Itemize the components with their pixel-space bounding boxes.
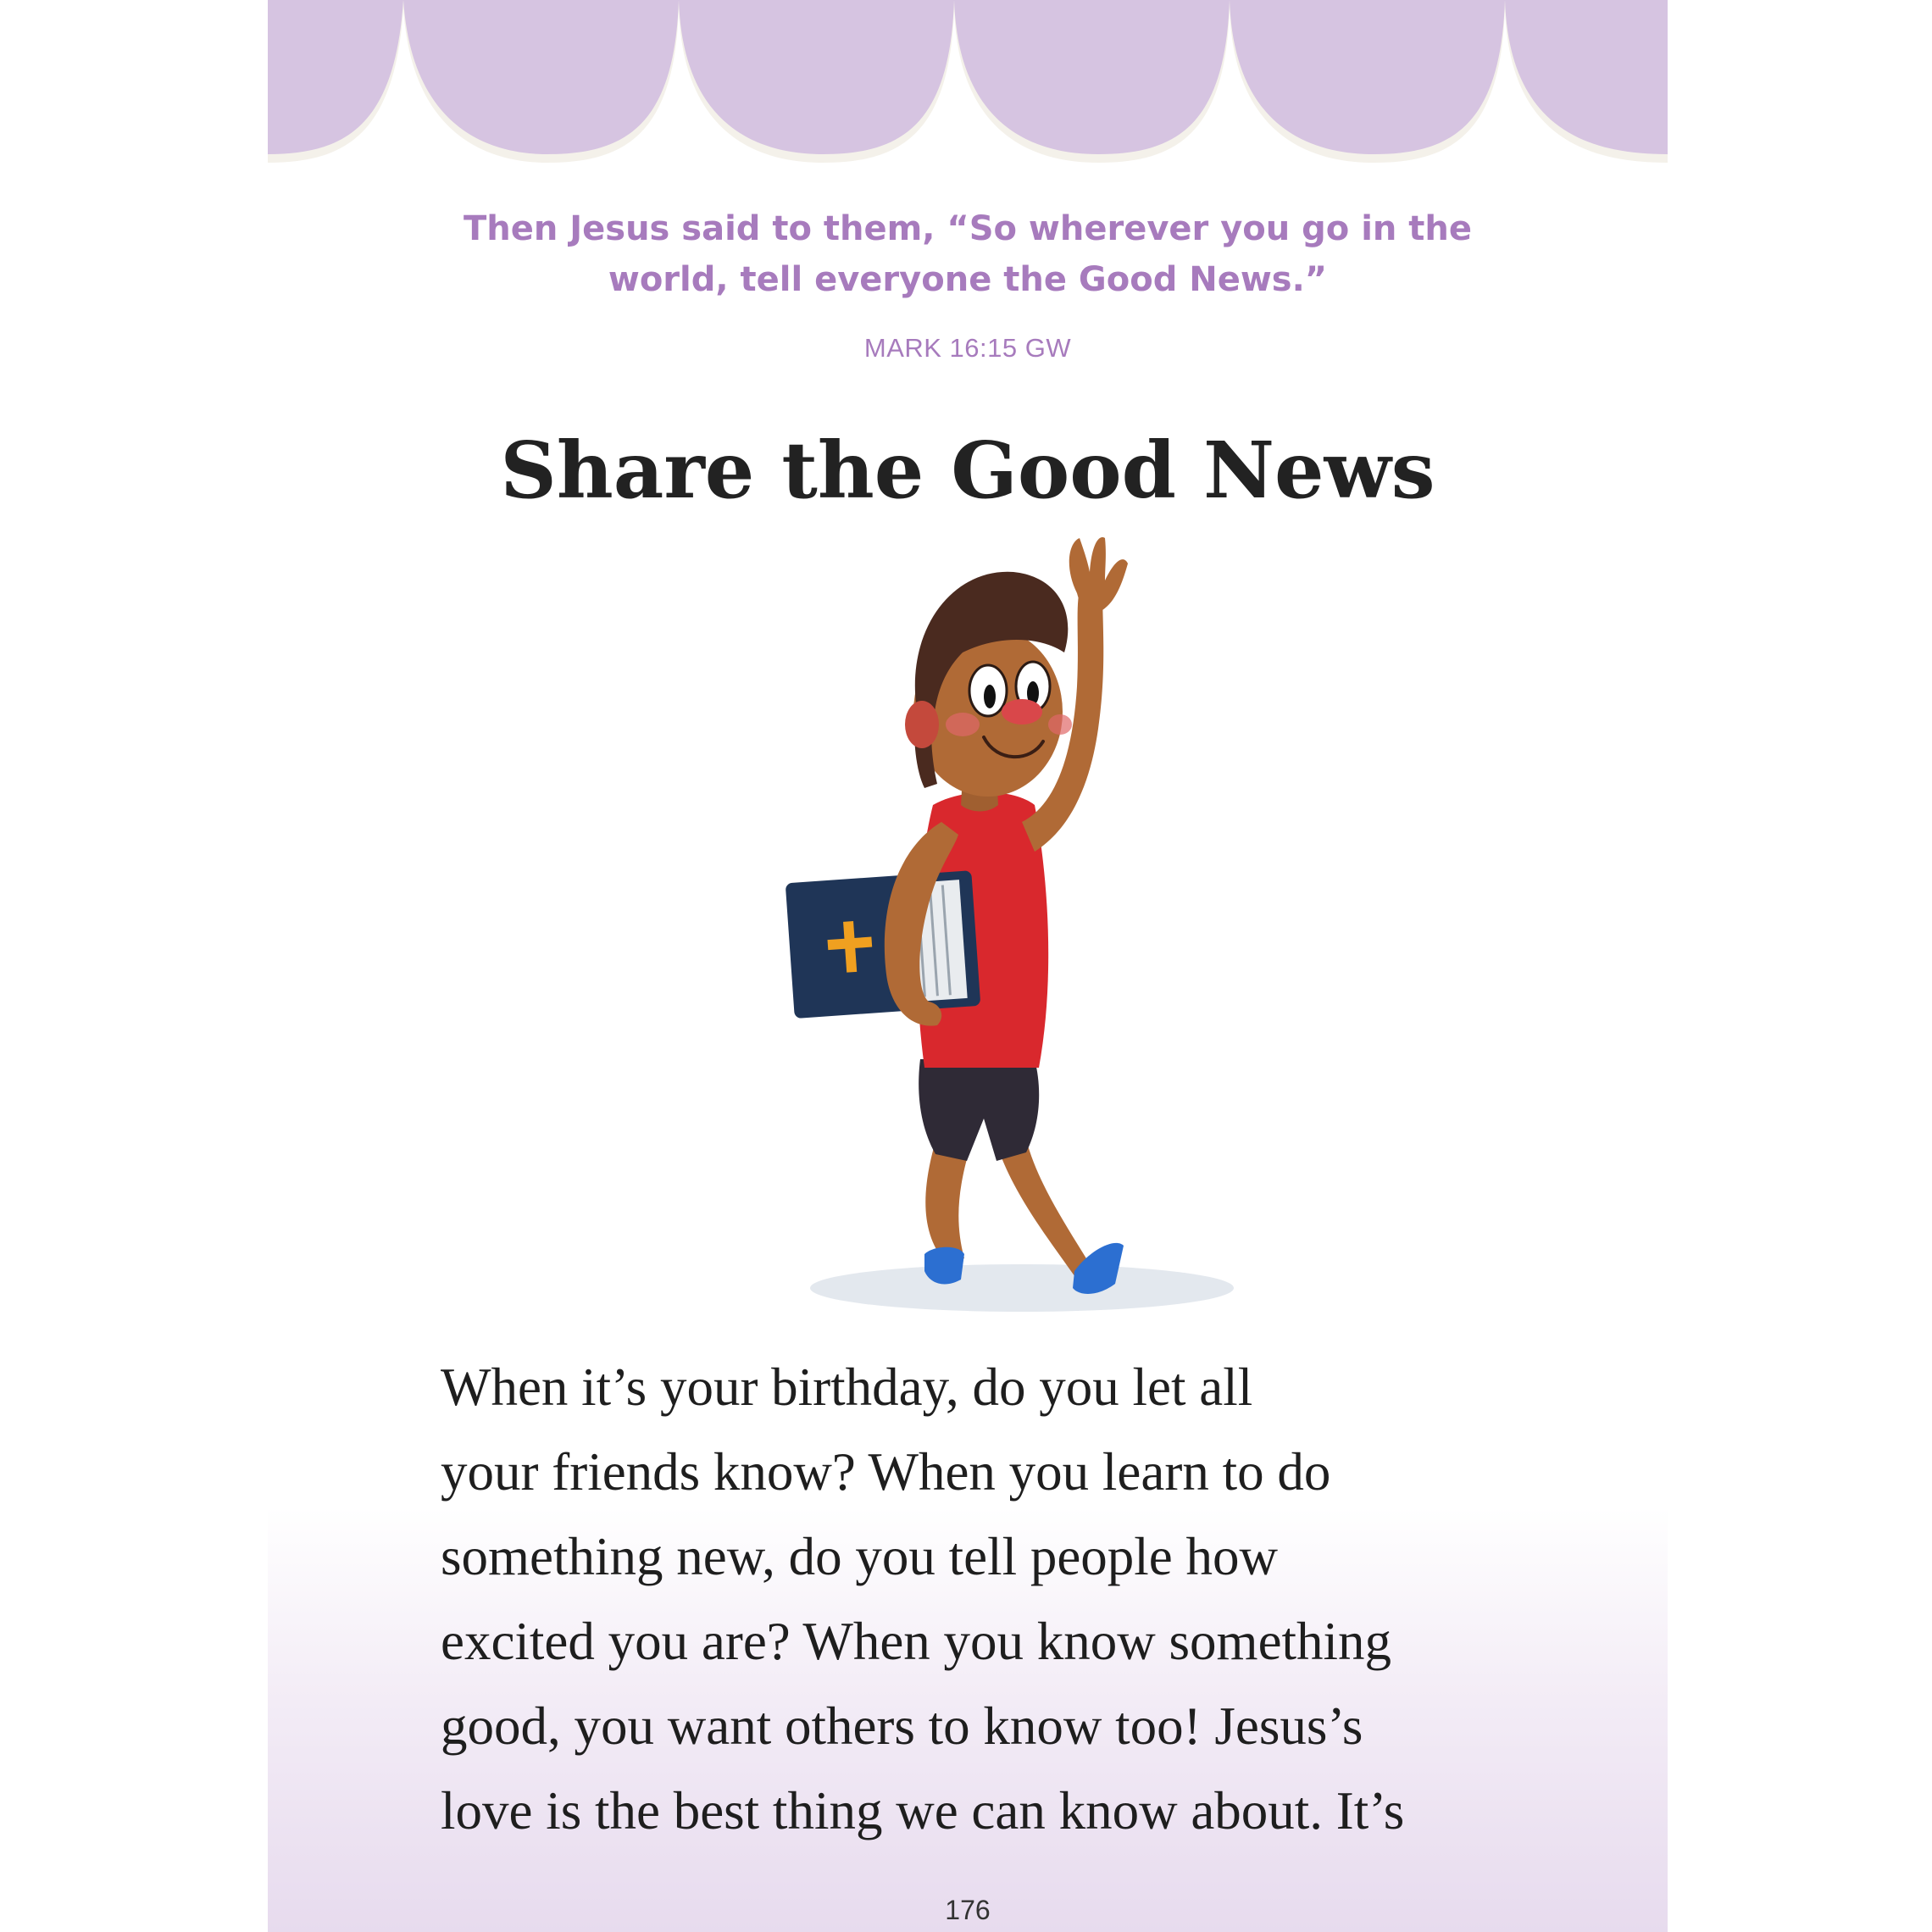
- body-line: love is the best thing we can know about. It’s: [441, 1781, 1405, 1840]
- body-line: your friends know? When you learn to do: [441, 1442, 1331, 1502]
- boy-waving-holding-bible-icon: [742, 534, 1352, 1330]
- verse-line: Then Jesus said to them, “So wherever you go in the: [463, 209, 1473, 248]
- body-line: excited you are? When you know something: [441, 1612, 1392, 1671]
- page-title: Share the Good News: [500, 425, 1435, 516]
- verse-quote: [268, 203, 1668, 305]
- verse-line: world, tell everyone the Good News.”: [608, 260, 1328, 299]
- scallop-border: [268, 0, 1668, 178]
- body-line: good, you want others to know too! Jesus’s: [441, 1696, 1363, 1756]
- book-page: [268, 0, 1668, 1932]
- page-number: 176: [945, 1895, 991, 1925]
- body-line: When it’s your birthday, do you let all: [441, 1357, 1253, 1417]
- verse-reference: MARK 16:15 GW: [863, 333, 1072, 363]
- body-paragraph: [441, 1345, 1542, 1853]
- body-line: something new, do you tell people how: [441, 1527, 1279, 1586]
